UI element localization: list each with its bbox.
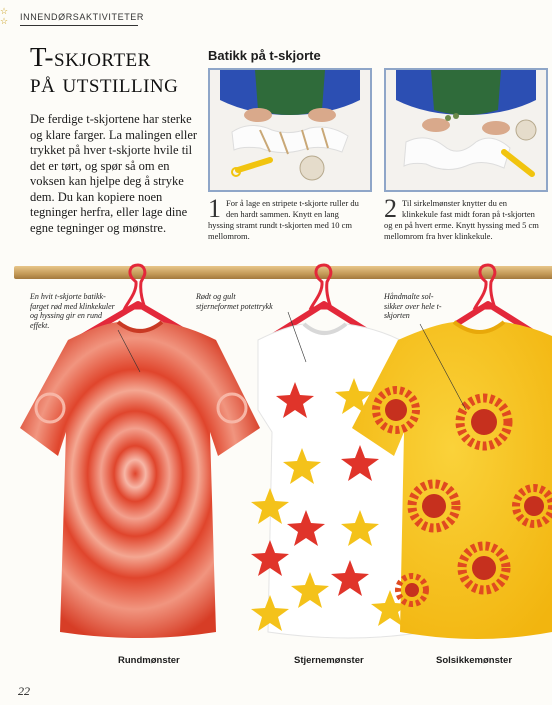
star-icon: ☆ [0,16,9,26]
sunflower-caption: Håndmalte sol-sikker over hele t-skjorten [384,292,442,320]
page-number: 22 [18,684,30,698]
star-label: Stjernemønster [294,655,364,666]
step-text: For å lage en stripete t-skjorte ruller du den hardt sammen. Knytt en lang hyssing stramt rundt t-skjorten med 10 cm mellomrom. [208,198,359,241]
batikk-heading: Batikk på t-skjorte [208,48,321,63]
page-title-line2: på utstilling [30,68,179,98]
page-title-line1: T-skjorter [30,42,151,72]
step-number: 1 [208,194,221,223]
section-label: INNENDØRSAKTIVITETER [20,12,145,22]
intro-text: De ferdige t-skjortene har sterke og klare farger. La malingen eller trykket på hver t-skjorte hvile til det er tørt, og spør så om en voksen kan hjelpe deg å stryke dem. Du kan kopiere noen tegninger herfra, eller lage dine egne tegninger og mønstre. [30,112,198,235]
star-icon: ☆ [0,6,9,16]
tie-dye-caption: En hvit t-skjorte batikk-farget rød med klinkekuler og hyssing gir en rund effekt. [30,292,115,330]
step-text: Til sirkelmønster knytter du en klinkekule fast midt foran på t-skjorten og en på hvert erme. Knytt hyssing med 5 cm mellomrom fra hver klinkekule. [384,198,539,241]
sunflower-label: Solsikkemønster [436,655,513,666]
step-number: 2 [384,194,397,223]
star-caption: Rødt og gult stjerneformet potettrykk [196,292,273,311]
tie-dye-label: Rundmønster [118,655,180,666]
